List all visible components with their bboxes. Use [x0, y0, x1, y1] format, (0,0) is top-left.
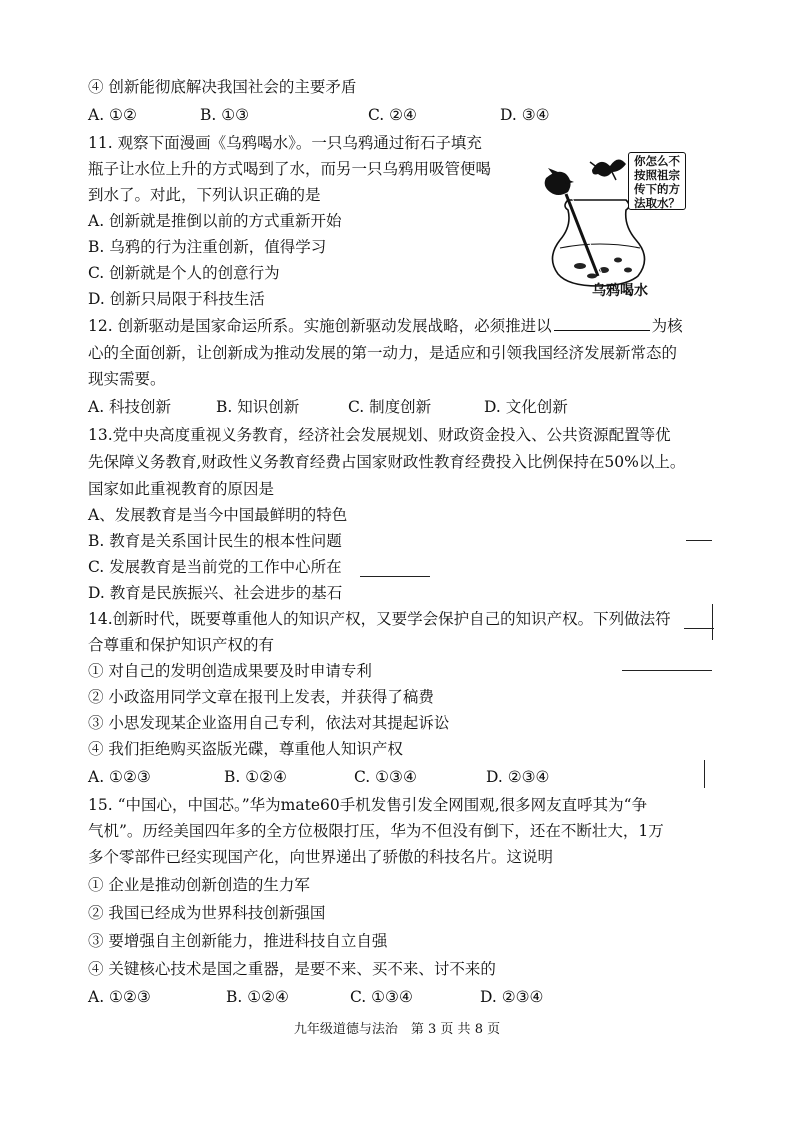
q12-option-b: B. 知识创新 — [216, 398, 300, 416]
scan-artifact-line — [684, 628, 714, 629]
bubble-line-4: 法取水？ — [634, 196, 680, 210]
q15-option-d: D. ②③④ — [480, 988, 544, 1006]
q10-option-d: D. ③④ — [500, 106, 550, 124]
q13-option-c: C. 发展教育是当前党的工作中心所在 — [88, 558, 342, 576]
q14-stem-line-2: 合尊重和保护知识产权的有 — [88, 636, 275, 654]
q15-statement-1: ① 企业是推动创新创造的生力军 — [88, 876, 310, 894]
q12-stem-part-b: 为核 — [651, 317, 683, 335]
q13-stem-line-1: 13.党中央高度重视义务教育，经济社会发展规划、财政资金投入、公共资源配置等优 — [88, 426, 671, 444]
q14-option-c: C. ①③④ — [354, 768, 417, 786]
q15-stem-line-3: 多个零部件已经实现国产化，向世界递出了骄傲的科技名片。这说明 — [88, 848, 554, 866]
q15-statement-3: ③ 要增强自主创新能力，推进科技自立自强 — [88, 932, 388, 950]
q15-option-a: A. ①②③ — [88, 988, 151, 1006]
scan-artifact-line — [712, 604, 713, 640]
q12-stem-line-3: 现实需要。 — [88, 370, 166, 388]
q14-stem-line-1: 14.创新时代，既要尊重他人的知识产权，又要学会保护自己的知识产权。下列做法符 — [88, 610, 671, 628]
q14-option-d: D. ②③④ — [486, 768, 550, 786]
cartoon-speech-bubble — [628, 152, 686, 210]
q14-option-a: A. ①②③ — [88, 768, 151, 786]
scan-artifact-line — [686, 540, 712, 541]
scan-artifact-line — [360, 576, 430, 577]
q13-option-a: A、发展教育是当今中国最鲜明的特色 — [88, 506, 348, 524]
page-footer: 九年级道德与法治 第 3 页 共 8 页 — [293, 1022, 501, 1037]
q12-option-c: C. 制度创新 — [348, 398, 432, 416]
q12-option-d: D. 文化创新 — [484, 398, 568, 416]
q10-statement-4: ④ 创新能彻底解决我国社会的主要矛盾 — [88, 78, 357, 96]
q13-stem-line-2: 先保障义务教育,财政性义务教育经费占国家财政性教育经费投入比例保持在50%以上。 — [88, 453, 686, 471]
bubble-line-3: 传下的方 — [634, 182, 680, 196]
q12-stem-part-a: 12. 创新驱动是国家命运所系。实施创新驱动发展战略，必须推进以 — [88, 317, 552, 335]
bubble-line-1: 你怎么不 — [634, 154, 680, 168]
q11-option-d: D. 创新只局限于科技生活 — [88, 290, 265, 308]
q15-stem-line-1: 15. “中国心，中国芯。”华为mate60手机发售引发全网围观,很多网友直呼其为“争 — [88, 796, 648, 814]
q11-option-c: C. 创新就是个人的创意行为 — [88, 264, 280, 282]
q10-option-c: C. ②④ — [368, 106, 417, 124]
q14-statement-4: ④ 我们拒绝购买盗版光碟，尊重他人知识产权 — [88, 740, 403, 758]
q10-option-a: A. ①② — [88, 106, 137, 124]
q15-option-b: B. ①②④ — [226, 988, 289, 1006]
q14-option-b: B. ①②④ — [224, 768, 287, 786]
q11-option-b: B. 乌鸦的行为注重创新，值得学习 — [88, 238, 327, 256]
scan-artifact-line — [622, 670, 712, 671]
q14-statement-2: ② 小政盗用同学文章在报刊上发表，并获得了稿费 — [88, 688, 434, 706]
q12-option-a: A. 科技创新 — [88, 398, 172, 416]
q13-option-b: B. 教育是关系国计民生的根本性问题 — [88, 532, 342, 550]
q15-stem-line-2: 气机”。历经美国四年多的全方位极限打压，华为不但没有倒下，还在不断壮大，1万 — [88, 822, 664, 840]
q13-option-d: D. 教育是民族振兴、社会进步的基石 — [88, 584, 343, 602]
q15-statement-4: ④ 关键核心技术是国之重器，是要不来、买不来、讨不来的 — [88, 960, 496, 978]
q15-option-c: C. ①③④ — [350, 988, 413, 1006]
q12-stem-line-1 — [88, 314, 683, 337]
scan-artifact-line — [704, 760, 705, 788]
q11-option-a: A. 创新就是推倒以前的方式重新开始 — [88, 212, 342, 230]
q11-stem-line-3: 到水了。对此，下列认识正确的是 — [88, 186, 321, 204]
q13-stem-line-3: 国家如此重视教育的原因是 — [88, 480, 275, 498]
q10-option-b: B. ①③ — [200, 106, 250, 124]
q15-statement-2: ② 我国已经成为世界科技创新强国 — [88, 904, 326, 922]
q14-statement-3: ③ 小思发现某企业盗用自己专利，依法对其提起诉讼 — [88, 714, 450, 732]
q14-statement-1: ① 对自己的发明创造成果要及时申请专利 — [88, 662, 372, 680]
bubble-line-2: 按照祖宗 — [634, 168, 680, 182]
cartoon-caption: 乌鸦喝水 — [592, 283, 648, 299]
q12-answer-blank — [554, 314, 650, 331]
q11-stem-line-1: 11. 观察下面漫画《乌鸦喝水》。一只乌鸦通过衔石子填充 — [88, 134, 482, 152]
q11-stem-line-2: 瓶子让水位上升的方式喝到了水，而另一只乌鸦用吸管便喝 — [88, 160, 492, 178]
q12-stem-line-2: 心的全面创新，让创新成为推动发展的第一动力，是适应和引领我国经济发展新常态的 — [88, 344, 678, 362]
